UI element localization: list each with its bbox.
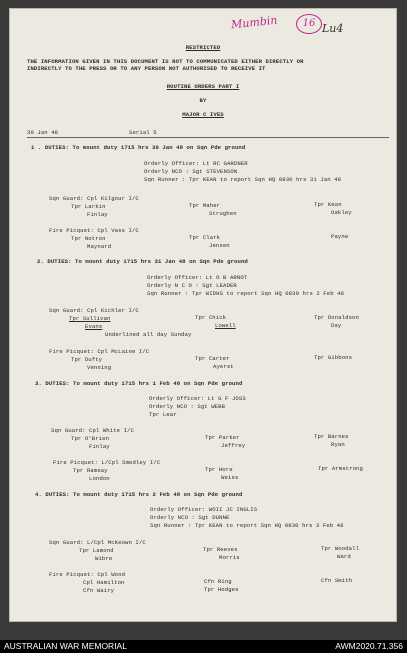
section-4-guard-f: Ward bbox=[337, 553, 351, 560]
handwritten-mark: Lu4 bbox=[322, 22, 344, 35]
section-1-runner: Sqn Runner : Tpr KEAN to report Sqn HQ 0830 hrs 31 Jan 48 bbox=[144, 176, 342, 183]
section-3-guard-a: Tpr O'Brien bbox=[71, 435, 110, 442]
section-3-picquet-c: Tpr Hore bbox=[205, 466, 233, 473]
section-1-guard-head: Sqn Guard: Cpl Kilgour I/C bbox=[49, 195, 139, 202]
document-date: 30 Jan 48 bbox=[27, 129, 59, 136]
section-4-officer: Orderly Officer: WOII JC INGLIS bbox=[150, 506, 258, 513]
section-1-guard-e: Tpr Kean bbox=[314, 201, 342, 208]
section-2-picquet-a: Tpr Dufty bbox=[71, 356, 103, 363]
document-page bbox=[9, 8, 397, 622]
section-1-picquet-head: Fire Picquet: Cpl Vass I/C bbox=[49, 227, 139, 234]
section-2-guard-c: Tpr Chick bbox=[195, 314, 227, 321]
section-1-picquet-c: Tpr Clark bbox=[189, 234, 221, 241]
section-4-picquet-c: Cfn Ring bbox=[204, 578, 232, 585]
header-rule bbox=[27, 137, 389, 138]
circled-number: 16 bbox=[296, 14, 322, 34]
serial-number: Serial 5 bbox=[129, 129, 157, 136]
caveat-line-1: THE INFORMATION GIVEN IN THIS DOCUMENT IS NOT TO COMMUNICATED EITHER DIRECTLY OR bbox=[27, 58, 304, 65]
section-2-guard-d: Lowell bbox=[215, 322, 236, 329]
caveat-line-2: INDIRECTLY TO THE PRESS OR TO ANY PERSON NOT AUTHORISED TO RECEIVE IT bbox=[27, 65, 266, 72]
section-1-guard-b: Finlay bbox=[87, 211, 108, 218]
footer-institution: AUSTRALIAN WAR MEMORIAL bbox=[4, 641, 127, 651]
section-2-officer: Orderly Officer: Lt O B ARNOT bbox=[147, 274, 248, 281]
section-2-note: Underlined all day Sunday bbox=[105, 331, 192, 338]
section-4-guard-e: Tpr Woodall bbox=[321, 545, 360, 552]
section-2-guard-a: Tpr Sullivan bbox=[69, 315, 111, 322]
section-3-picquet-a: Tpr Ramsay bbox=[73, 467, 108, 474]
section-4-guard-b: Wibre bbox=[95, 555, 113, 562]
section-3-guard-head: Sqn Guard: Cpl White I/C bbox=[51, 427, 134, 434]
section-3-officer: Orderly Officer: Lt G F JOSS bbox=[149, 395, 246, 402]
section-1-picquet-a: Tpr Notron bbox=[71, 235, 106, 242]
section-3-heading: 3. DUTIES: To mount duty 1715 hrs 1 Feb 48 on Sqn Pde ground bbox=[35, 380, 243, 387]
section-3-guard-e: Tpr Barnes bbox=[314, 433, 349, 440]
section-1-picquet-b: Maynard bbox=[87, 243, 112, 250]
section-2-picquet-e: Tpr Gibbons bbox=[314, 354, 353, 361]
section-2-picquet-d: Ayerst bbox=[213, 363, 234, 370]
footer-bar bbox=[0, 640, 407, 653]
section-4-picquet-e: Cfn Smith bbox=[321, 577, 353, 584]
section-3-guard-f: Ryan bbox=[331, 441, 345, 448]
section-4-nco: Orderly NCO : Sgt DUNNE bbox=[150, 514, 230, 521]
section-1-guard-d: Strughen bbox=[209, 210, 237, 217]
section-3-guard-d: Jeffrey bbox=[221, 442, 246, 449]
section-4-picquet-head: Fire Picquet: Cpl Wood bbox=[49, 571, 126, 578]
section-4-picquet-d: Tpr Hodges bbox=[204, 586, 239, 593]
section-4-guard-a: Tpr Lamond bbox=[79, 547, 114, 554]
section-1-guard-a: Tpr Larkin bbox=[71, 203, 106, 210]
author: MAJOR C IVES bbox=[182, 111, 224, 118]
section-4-heading: 4. DUTIES: To mount duty 1715 hrs 2 Feb 48 on Sqn Pde ground bbox=[35, 491, 243, 498]
section-2-guard-head: Sqn Guard: Cpl Kichler I/C bbox=[49, 307, 139, 314]
section-1-heading: 1 . DUTIES: To mount duty 1715 hrs 30 Jan 48 on Sqn Pde ground bbox=[31, 144, 246, 151]
classification: RESTRICTED bbox=[185, 44, 221, 51]
section-4-guard-c: Tpr Reeves bbox=[203, 546, 238, 553]
footer-accession-number: AWM2020.71.356 bbox=[335, 641, 403, 651]
section-2-picquet-b: Venning bbox=[87, 364, 112, 371]
section-4-picquet-a: Cpl Hamilton bbox=[83, 579, 125, 586]
section-3-picquet-e: Tpr Armstrong bbox=[318, 465, 363, 472]
section-1-picquet-e: Payne bbox=[331, 233, 349, 240]
by-line: BY bbox=[199, 97, 207, 104]
section-3-picquet-d: Weiss bbox=[221, 474, 239, 481]
section-3-guard-b: Finlay bbox=[89, 443, 110, 450]
section-2-guard-e: Tpr Donaldson bbox=[314, 314, 359, 321]
section-1-picquet-d: Jensen bbox=[209, 242, 230, 249]
section-1-guard-c: Tpr Maher bbox=[189, 202, 221, 209]
section-3-picquet-head: Fire Picquet: L/Cpl Smedley I/C bbox=[53, 459, 161, 466]
section-4-runner: Sqn Runner : Tpr KEAN to report Sqn HQ 0830 hrs 3 Feb 48 bbox=[150, 522, 344, 529]
section-1-nco: Orderly NCO : Sgt STEVENSON bbox=[144, 168, 238, 175]
section-3-picquet-b: London bbox=[89, 475, 110, 482]
section-4-guard-head: Sqn Guard: L/Cpl McKeown I/C bbox=[49, 539, 146, 546]
section-2-nco: Orderly N C O : Sgt LEADER bbox=[147, 282, 237, 289]
section-2-guard-b: Evans bbox=[85, 323, 103, 330]
section-3-guard-c: Tpr Parker bbox=[205, 434, 240, 441]
handwritten-annotation: Mumbin bbox=[230, 13, 278, 32]
section-2-picquet-c: Tpr Carter bbox=[195, 355, 230, 362]
page-title: ROUTINE ORDERS PART I bbox=[166, 83, 240, 90]
section-2-picquet-head: Fire Picquet: Cpl McLaine I/C bbox=[49, 348, 150, 355]
section-2-guard-f: Day bbox=[331, 322, 342, 329]
section-3-nco: Orderly NCO : Sgt WEBB bbox=[149, 403, 226, 410]
section-4-guard-d: Morris bbox=[219, 554, 240, 561]
section-2-heading: 2. DUTIES: To mount duty 1715 hrs 31 Jan 48 on Sqn Pde ground bbox=[37, 258, 248, 265]
section-3-runner: Tpr Lear bbox=[149, 411, 177, 418]
section-1-officer: Orderly Officer: Lt RC GARDNER bbox=[144, 160, 248, 167]
section-4-picquet-b: Cfn Wairy bbox=[83, 587, 115, 594]
section-2-runner: Sqn Runner : Tpr WIDHS to report Sqn HQ 0830 hrs 2 Feb 48 bbox=[147, 290, 345, 297]
section-1-guard-f: Oakley bbox=[331, 209, 352, 216]
